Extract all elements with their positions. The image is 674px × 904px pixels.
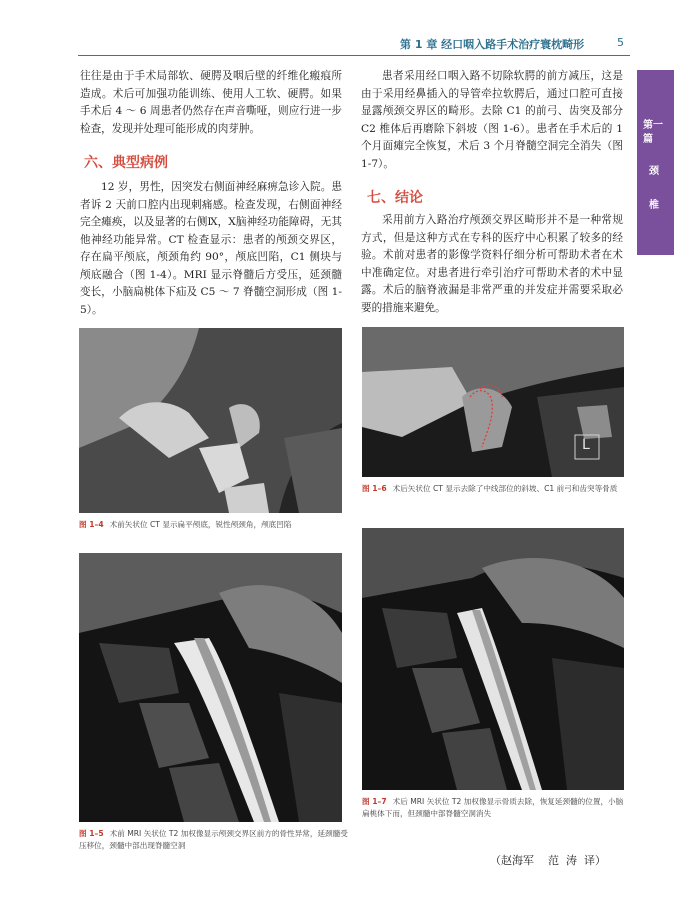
section-title-case: 六、典型病例 — [84, 155, 168, 171]
figure-1-7-caption-text: 术后 MRI 矢状位 T2 加权像显示骨质去除，恢复延颈髓的位置，小脑扁桃体下而，但颈髓中部脊髓空洞消失 — [362, 797, 624, 818]
figure-1-4-image — [79, 328, 342, 513]
intro-paragraph: 往往是由于手术局部软、硬腭及咽后壁的纤维化瘢痕所造成。术后可加强功能训练、使用人工软、硬腭。如果手术后 4 ～ 6 周患者仍然存在声音嘶哑，则应行进一步检查，发现并处理可能形成的肉芽肿。 — [80, 70, 342, 135]
figure-1-5-caption-text: 术前 MRI 矢状位 T2 加权像显示颅颈交界区前方的骨性异常，延颈髓受压移位，颈髓中部出现脊髓空洞 — [79, 829, 348, 850]
figure-1-5-image — [79, 553, 342, 822]
header-divider — [78, 55, 630, 56]
figure-1-6-image — [362, 327, 624, 477]
section-title-conclusion: 七、结论 — [367, 190, 423, 206]
side-tab-line4: 椎 — [649, 200, 659, 211]
case-continued-paragraph: 患者采用经口咽入路不切除软腭的前方减压，这是由于采用经鼻插入的导管牵拉软腭后，通过口腔可直接显露颅颈交界区的畸形。去除 C1 的前弓、齿突及部分 C2 椎体后再磨除下斜坡（图 1-6）。患者在手术后的 1 个月面瘫完全恢复，术后 3 个月脊髓空洞完全消失（图 1-7）。 — [361, 70, 623, 170]
side-tab-line1: 第一 — [643, 120, 663, 131]
figure-1-7-caption — [362, 796, 627, 820]
translator-credit: （赵海军 范 涛 译） — [490, 854, 606, 867]
figure-1-5-label: 图 1–5 — [79, 829, 104, 838]
figure-1-6-caption — [362, 483, 627, 495]
figure-1-7-label: 图 1–7 — [362, 797, 387, 806]
figure-1-6-label: 图 1–6 — [362, 484, 387, 493]
figure-1-6-marker: L — [582, 437, 590, 453]
page-number: 5 — [617, 36, 624, 49]
figure-1-6-caption-text: 术后矢状位 CT 显示去除了中线部位的斜坡、C1 前弓和齿突等骨质 — [392, 484, 618, 493]
header-title: 第 1 章 经口咽入路手术治疗寰枕畸形 — [400, 38, 585, 51]
side-tab-line3: 颈 — [649, 166, 659, 177]
figure-1-4-caption — [79, 519, 349, 531]
figure-1-4-label: 图 1–4 — [79, 520, 104, 529]
conclusion-paragraph: 采用前方入路治疗颅颈交界区畸形并不是一种常规方式，但是这种方式在专科的医疗中心积累了较多的经验。术前对患者的影像学资料仔细分析可帮助术者在术中准确定位。对患者进行牵引治疗可帮助术者的术中显露。术后的脑脊液漏是非常严重的并发症并需要采取必要的措施来避免。 — [361, 214, 623, 314]
figure-1-4-caption-text: 术前矢状位 CT 显示扁平颅底，锐性颅颈角，颅底凹陷 — [109, 520, 292, 529]
figure-1-7-image — [362, 528, 624, 790]
case-paragraph: 12 岁，男性，因突发右侧面神经麻痹急诊入院。患者诉 2 天前口腔内出现刺痛感。检查发现，右侧面神经完全瘫痪，以及显著的右侧Ⅸ，Ⅹ脑神经功能障碍，无其他神经功能异常。CT 检查显示：患者的颅颈交界区，存在扁平颅底，颅颈角约 90°，颅底凹陷，C1 侧块与颅底融合（图 1-4）。MRI 显示脊髓后方受压，延颈髓变长，小脑扁桃体下疝及 C5 ～ 7 脊髓空洞形成（图 1-5）。 — [80, 181, 342, 316]
side-tab — [637, 70, 674, 255]
figure-1-5-caption — [79, 828, 349, 852]
side-tab-line2: 篇 — [643, 134, 653, 145]
